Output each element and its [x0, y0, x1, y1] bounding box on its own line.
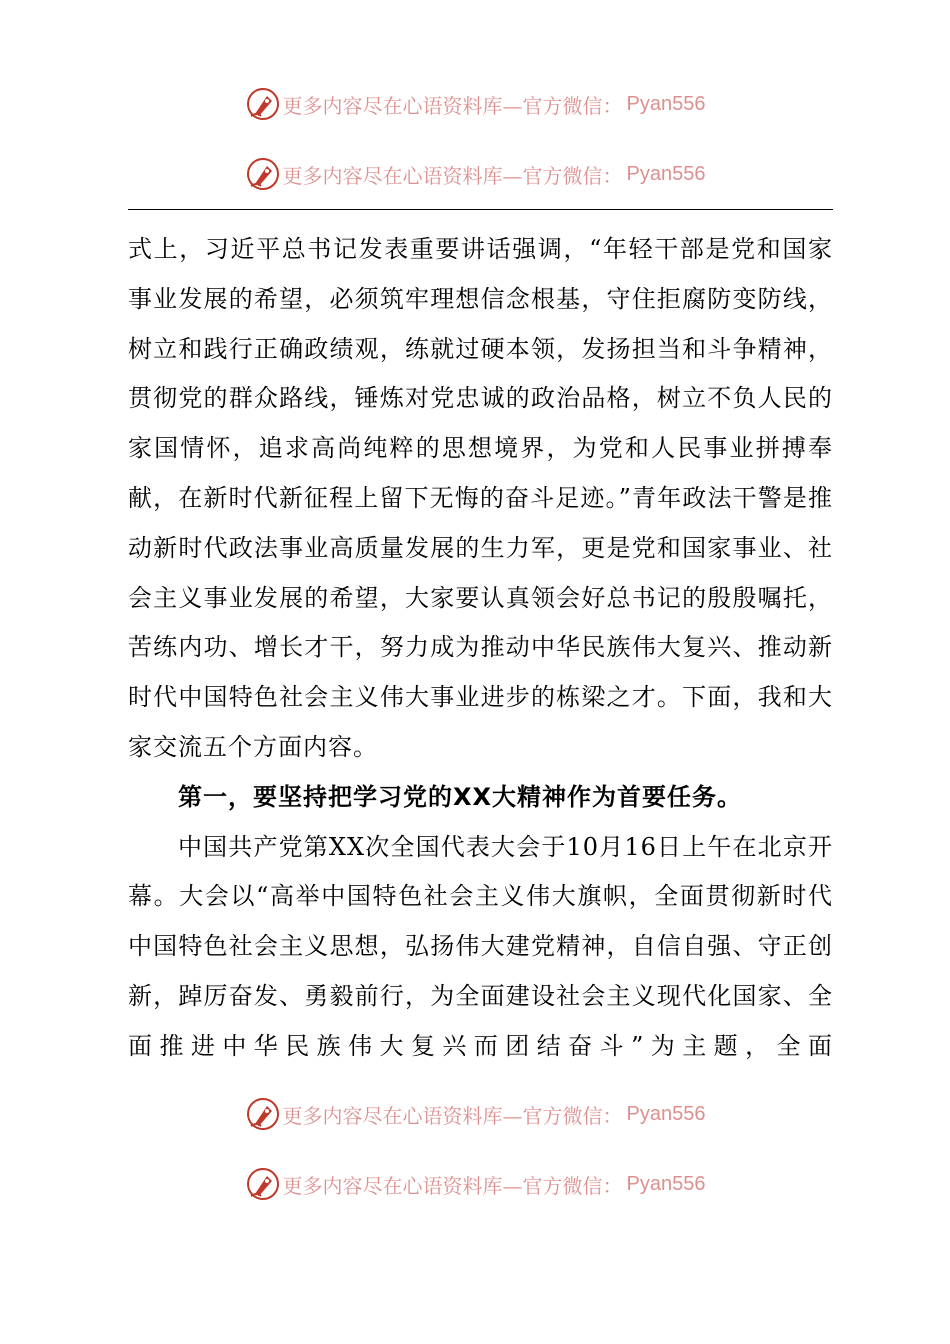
paragraph: 中国共产党第XX次全国代表大会于10月16日上午在北京开幕。大会以“高举中国特色社会主义伟大旗帜，全面贯彻新时代中国特色社会主义思想，弘扬伟大建党精神，自信自强、守正创新，踔厉奋发、勇毅前行，为全面建设社会主义现代化国家、全面推进中华民族伟大复兴而团结奋斗”为主题，全面: [128, 832, 833, 1060]
watermark-bottom-2: [0, 1164, 950, 1204]
watermark-wechat-id: Pyan556: [626, 92, 706, 115]
pen-nib-logo-icon: [245, 156, 281, 192]
watermark-top-1: [0, 84, 950, 124]
watermark-wechat-id: Pyan556: [626, 1172, 706, 1195]
watermark-text: 更多内容尽在心语资料库—官方微信：: [282, 93, 623, 118]
pen-nib-logo-icon: [245, 1096, 281, 1132]
pen-nib-logo-icon: [245, 1166, 281, 1202]
watermark-text: 更多内容尽在心语资料库—官方微信：: [282, 1103, 623, 1128]
document-body: [128, 225, 833, 1072]
watermark-wechat-id: Pyan556: [626, 162, 706, 185]
watermark-text: 更多内容尽在心语资料库—官方微信：: [282, 1173, 623, 1198]
watermark-wechat-id: Pyan556: [626, 1102, 706, 1125]
watermark-bottom-1: [0, 1094, 950, 1134]
section-heading: 第一，要坚持把学习党的XX大精神作为首要任务。: [178, 782, 743, 811]
header-divider: [128, 209, 833, 210]
watermark-top-2: [0, 154, 950, 194]
pen-nib-logo-icon: [245, 86, 281, 122]
paragraph: 式上，习近平总书记发表重要讲话强调，“年轻干部是党和国家事业发展的希望，必须筑牢理想信念根基，守住拒腐防变防线，树立和践行正确政绩观，练就过硬本领，发扬担当和斗争精神，贯彻党的群众路线，锤炼对党忠诚的政治品格，树立不负人民的家国情怀，追求高尚纯粹的思想境界，为党和人民事业拼搏奉献，在新时代新征程上留下无悔的奋斗足迹。”青年政法干警是推动新时代政法事业高质量发展的生力军，更是党和国家事业、社会主义事业发展的希望，大家要认真领会好总书记的殷殷嘱托，苦练内功、增长才干，努力成为推动中华民族伟大复兴、推动新时代中国特色社会主义伟大事业进步的栋梁之才。下面，我和大家交流五个方面内容。: [128, 235, 833, 761]
watermark-text: 更多内容尽在心语资料库—官方微信：: [282, 163, 623, 188]
